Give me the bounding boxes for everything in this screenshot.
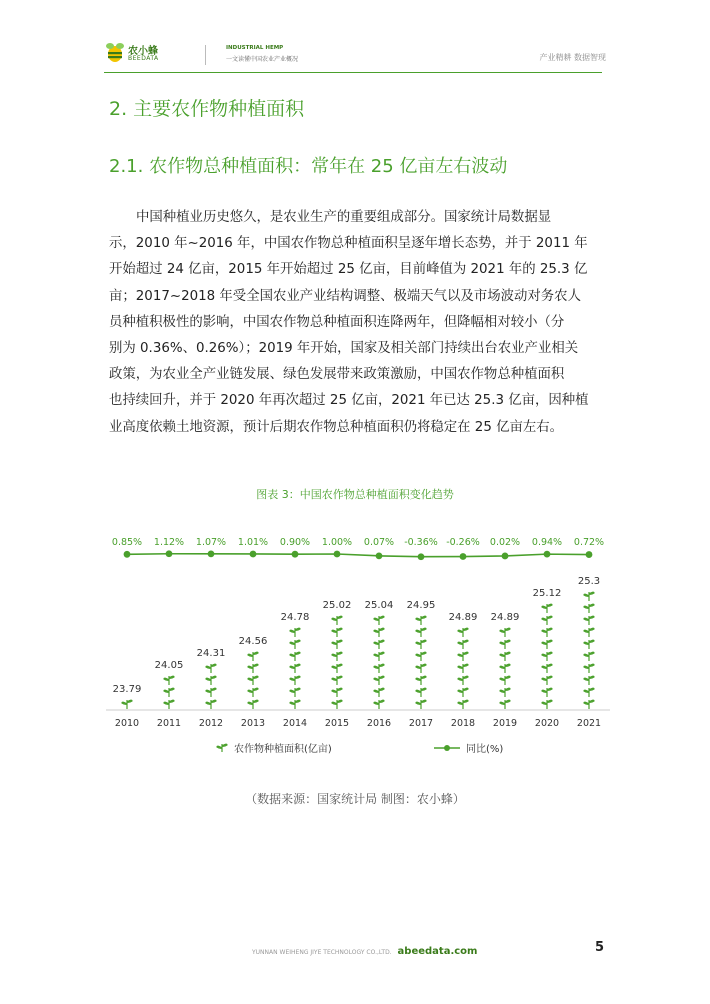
yoy-value-label: 0.94% (531, 537, 563, 548)
sprout-icon (584, 700, 594, 709)
footer (252, 946, 477, 957)
paragraph-line: 亩；2017~2018 年受全国农业产业结构调整、极端天气以及市场波动对务农人 (109, 288, 581, 304)
bar-value-label: 25.12 (532, 588, 562, 599)
subsection-title: 2.1. 农作物总种植面积：常年在 25 亿亩左右波动 (109, 156, 508, 177)
sprout-icon (374, 700, 384, 709)
bar (248, 652, 258, 709)
legend-sprout-icon (217, 744, 227, 752)
yoy-value-label: -0.26% (446, 537, 480, 548)
paragraph-line: 业高度依赖土地资源，预计后期农作物总种植面积仍将稳定在 25 亿亩左右。 (109, 419, 564, 435)
sprout-icon (290, 688, 300, 697)
sprout-icon (374, 628, 384, 637)
sprout-icon (542, 616, 552, 625)
yoy-point (586, 551, 593, 558)
sprout-icon (458, 688, 468, 697)
sprout-icon (332, 652, 342, 661)
yoy-value-label: 1.07% (195, 537, 227, 548)
x-tick-label: 2020 (534, 718, 560, 729)
x-tick-label: 2010 (114, 718, 140, 729)
sprout-icon (206, 700, 216, 709)
sprout-icon (542, 628, 552, 637)
paragraph-line: 也持续回升，并于 2020 年再次超过 25 亿亩，2021 年已达 25.3 亿亩，因种植 (109, 393, 589, 409)
x-tick-label: 2012 (198, 718, 224, 729)
bee-logo-icon (104, 42, 126, 64)
planting-area-chart (104, 525, 612, 765)
sprout-icon (416, 628, 426, 637)
sprout-icon (458, 700, 468, 709)
yoy-value-label: 1.00% (321, 537, 353, 548)
header-industry-cn: 一文读懂中国农业产业概况 (226, 56, 299, 63)
sprout-icon (290, 628, 300, 637)
sprout-icon (458, 628, 468, 637)
sprout-icon (164, 676, 174, 685)
sprout-icon (584, 652, 594, 661)
bar (290, 628, 300, 709)
sprout-icon (290, 640, 300, 649)
sprout-icon (500, 652, 510, 661)
bar-value-label: 24.95 (406, 600, 436, 611)
bar-value-label: 23.79 (112, 684, 142, 695)
legend-line-marker (444, 745, 450, 751)
footer-company: YUNNAN WEIHENG JIYE TECHNOLOGY CO.,LTD. (252, 949, 392, 956)
sprout-icon (122, 700, 132, 709)
yoy-value-label: 0.90% (279, 537, 311, 548)
sprout-icon (500, 700, 510, 709)
yoy-value-label: 1.12% (153, 537, 185, 548)
sprout-icon (500, 640, 510, 649)
header-rule (104, 72, 602, 73)
sprout-icon (542, 652, 552, 661)
yoy-value-label: 0.07% (363, 537, 395, 548)
yoy-point (250, 551, 257, 558)
sprout-icon (332, 688, 342, 697)
yoy-point (292, 551, 299, 558)
sprout-icon (416, 652, 426, 661)
sprout-icon (500, 664, 510, 673)
bar-value-label: 25.02 (322, 600, 352, 611)
sprout-icon (416, 676, 426, 685)
legend-line-label: 同比(%) (466, 744, 504, 755)
sprout-icon (458, 640, 468, 649)
sprout-icon (374, 616, 384, 625)
bar-value-label: 24.89 (490, 612, 520, 623)
header-divider (205, 45, 206, 65)
sprout-icon (206, 676, 216, 685)
sprout-icon (206, 664, 216, 673)
paragraph-line: 中国种植业历史悠久，是农业生产的重要组成部分。国家统计局数据显 (136, 210, 552, 225)
sprout-icon (542, 676, 552, 685)
x-tick-label: 2019 (492, 718, 518, 729)
legend-bar-label: 农作物种植面积(亿亩) (234, 744, 332, 755)
sprout-icon (584, 688, 594, 697)
bar-value-label: 25.04 (364, 600, 394, 611)
section-title: 2. 主要农作物种植面积 (109, 98, 305, 120)
bar (164, 676, 174, 709)
sprout-icon (290, 664, 300, 673)
sprout-icon (416, 616, 426, 625)
logo-text-cn: 农小蜂 (128, 46, 158, 57)
sprout-icon (290, 652, 300, 661)
sprout-icon (164, 700, 174, 709)
sprout-icon (248, 700, 258, 709)
paragraph-line: 开始超过 24 亿亩，2015 年开始超过 25 亿亩，目前峰值为 2021 年的 25.3 亿 (109, 262, 588, 278)
logo (104, 40, 180, 68)
yoy-point (544, 551, 551, 558)
sprout-icon (332, 640, 342, 649)
paragraph-line: 政策，为农业全产业链发展、绿色发展带来政策激励，中国农作物总种植面积 (109, 367, 565, 383)
logo-text-en: BEEDATA (128, 55, 159, 62)
yoy-value-label: -0.36% (404, 537, 438, 548)
sprout-icon (542, 640, 552, 649)
paragraph-line: 示，2010 年~2016 年，中国农作物总种植面积呈逐年增长态势，并于 2011 年 (109, 236, 588, 252)
yoy-point (418, 553, 425, 560)
sprout-icon (332, 700, 342, 709)
sprout-icon (542, 700, 552, 709)
bar (332, 616, 342, 709)
sprout-icon (584, 616, 594, 625)
x-tick-label: 2016 (366, 718, 392, 729)
sprout-icon (584, 628, 594, 637)
bar-value-label: 24.31 (196, 648, 226, 659)
bar (206, 664, 216, 709)
sprout-icon (584, 640, 594, 649)
sprout-icon (584, 676, 594, 685)
yoy-point (502, 553, 509, 560)
bar (500, 628, 510, 709)
yoy-value-label: 0.72% (573, 537, 605, 548)
sprout-icon (458, 652, 468, 661)
bar (584, 592, 594, 709)
sprout-icon (500, 688, 510, 697)
sprout-icon (332, 616, 342, 625)
yoy-point (334, 551, 341, 558)
sprout-icon (542, 688, 552, 697)
sprout-icon (290, 676, 300, 685)
sprout-icon (374, 688, 384, 697)
sprout-icon (332, 676, 342, 685)
sprout-icon (584, 592, 594, 601)
sprout-icon (248, 688, 258, 697)
bar (122, 700, 132, 709)
sprout-icon (164, 688, 174, 697)
yoy-value-label: 1.01% (237, 537, 269, 548)
sprout-icon (584, 604, 594, 613)
sprout-icon (584, 664, 594, 673)
body-paragraph (109, 205, 603, 441)
sprout-icon (416, 688, 426, 697)
sprout-icon (500, 628, 510, 637)
sprout-icon (206, 688, 216, 697)
bar-value-label: 24.78 (280, 612, 310, 623)
sprout-icon (332, 628, 342, 637)
bar-value-label: 24.56 (238, 636, 268, 647)
sprout-icon (374, 676, 384, 685)
x-tick-label: 2017 (408, 718, 434, 729)
header-industry-en: INDUSTRIAL HEMP (226, 45, 284, 51)
sprout-icon (500, 676, 510, 685)
yoy-point (124, 551, 131, 558)
page-number: 5 (594, 940, 604, 955)
header-tagline: 产业精耕 数据智现 (539, 53, 606, 62)
figure-caption: 图表 3：中国农作物总种植面积变化趋势 (256, 488, 454, 501)
footer-site-link[interactable]: abeedata.com (397, 946, 478, 957)
yoy-point (166, 550, 173, 557)
bar-value-label: 24.05 (154, 660, 184, 671)
sprout-icon (458, 676, 468, 685)
sprout-icon (458, 664, 468, 673)
bar (416, 616, 426, 709)
sprout-icon (374, 664, 384, 673)
sprout-icon (248, 652, 258, 661)
sprout-icon (374, 652, 384, 661)
paragraph-line: 员种植积极性的影响，中国农作物总种植面积连降两年，但降幅相对较小（分 (109, 314, 565, 330)
bar (458, 628, 468, 709)
sprout-icon (332, 664, 342, 673)
bar-value-label: 25.3 (577, 576, 601, 587)
sprout-icon (374, 640, 384, 649)
sprout-icon (416, 700, 426, 709)
sprout-icon (542, 604, 552, 613)
bar (374, 616, 384, 709)
bar (542, 604, 552, 709)
yoy-point (208, 550, 215, 557)
sprout-icon (248, 664, 258, 673)
bar-value-label: 24.89 (448, 612, 478, 623)
x-tick-label: 2021 (576, 718, 602, 729)
yoy-point (460, 553, 467, 560)
paragraph-line: 别为 0.36%、0.26%）；2019 年开始，国家及相关部门持续出台农业产业相关 (109, 341, 579, 357)
x-tick-label: 2011 (156, 718, 182, 729)
sprout-icon (416, 640, 426, 649)
x-tick-label: 2013 (240, 718, 266, 729)
x-tick-label: 2015 (324, 718, 350, 729)
x-tick-label: 2018 (450, 718, 476, 729)
x-tick-label: 2014 (282, 718, 308, 729)
sprout-icon (542, 664, 552, 673)
page-header (0, 0, 710, 76)
sprout-icon (290, 700, 300, 709)
yoy-point (376, 552, 383, 559)
yoy-value-label: 0.85% (111, 537, 143, 548)
sprout-icon (416, 664, 426, 673)
yoy-line (127, 554, 589, 557)
sprout-icon (248, 676, 258, 685)
data-source: （数据来源：国家统计局 制图：农小蜂） (245, 792, 465, 806)
yoy-value-label: 0.02% (489, 537, 521, 548)
